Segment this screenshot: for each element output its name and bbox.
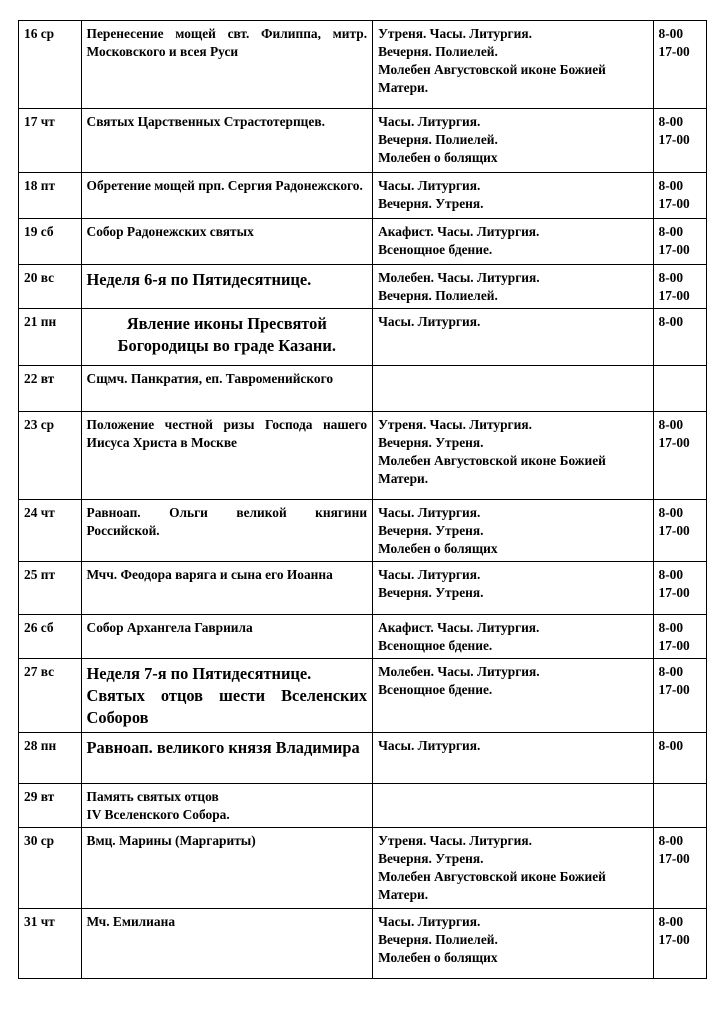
date-cell: 16 ср [19, 21, 82, 109]
services-cell: Часы. Литургия. [373, 733, 653, 784]
feast-cell: Обретение мощей прп. Сергия Радонежского. [81, 173, 373, 219]
date-cell: 23 ср [19, 412, 82, 500]
times-cell: 8-00 17-00 [653, 21, 707, 109]
date-cell: 30 ср [19, 828, 82, 909]
feast-cell: Мч. Емилиана [81, 909, 373, 979]
feast-cell: Положение честной ризы Господа нашего Иисуса Христа в Москве [81, 412, 373, 500]
times-cell: 8-00 17-00 [653, 265, 707, 309]
times-cell: 8-00 17-00 [653, 615, 707, 659]
feast-cell: Память святых отцов IV Вселенского Собора. [81, 784, 373, 828]
times-cell: 8-00 [653, 309, 707, 366]
date-cell: 26 сб [19, 615, 82, 659]
table-row [19, 659, 707, 733]
services-cell [373, 366, 653, 412]
table-row [19, 21, 707, 109]
feast-cell: Святых Царственных Страстотерпцев. [81, 109, 373, 173]
date-cell: 25 пт [19, 562, 82, 615]
date-cell: 24 чт [19, 500, 82, 562]
table-row [19, 500, 707, 562]
feast-cell: Собор Архангела Гавриила [81, 615, 373, 659]
table-row [19, 784, 707, 828]
table-row [19, 219, 707, 265]
date-cell: 22 вт [19, 366, 82, 412]
feast-cell: Равноап. Ольги великой княгини Российской. [81, 500, 373, 562]
times-cell: 8-00 17-00 [653, 412, 707, 500]
times-cell: 8-00 17-00 [653, 659, 707, 733]
feast-cell: Сщмч. Панкратия, еп. Тавроменийского [81, 366, 373, 412]
date-cell: 20 вс [19, 265, 82, 309]
table-row [19, 109, 707, 173]
times-cell: 8-00 17-00 [653, 500, 707, 562]
services-cell: Молебен. Часы. Литургия. Вечерня. Полиелей. [373, 265, 653, 309]
service-schedule-table [18, 20, 707, 979]
feast-cell: Мчч. Феодора варяга и сына его Иоанна [81, 562, 373, 615]
times-cell [653, 366, 707, 412]
times-cell: 8-00 17-00 [653, 219, 707, 265]
services-cell: Часы. Литургия. [373, 309, 653, 366]
feast-cell: Явление иконы Пресвятой Богородицы во граде Казани. [81, 309, 373, 366]
services-cell: Акафист. Часы. Литургия. Всенощное бдение. [373, 615, 653, 659]
date-cell: 31 чт [19, 909, 82, 979]
date-cell: 21 пн [19, 309, 82, 366]
services-cell: Молебен. Часы. Литургия. Всенощное бдение. [373, 659, 653, 733]
times-cell: 8-00 [653, 733, 707, 784]
services-cell: Акафист. Часы. Литургия. Всенощное бдение. [373, 219, 653, 265]
date-cell: 28 пн [19, 733, 82, 784]
times-cell: 8-00 17-00 [653, 109, 707, 173]
feast-cell: Неделя 7-я по Пятидесятнице. Святых отцов шести Вселенских Соборов [81, 659, 373, 733]
date-cell: 18 пт [19, 173, 82, 219]
feast-cell: Неделя 6-я по Пятидесятнице. [81, 265, 373, 309]
times-cell: 8-00 17-00 [653, 562, 707, 615]
services-cell: Часы. Литургия. Вечерня. Утреня. Молебен о болящих [373, 500, 653, 562]
services-cell: Утреня. Часы. Литургия. Вечерня. Полиелей. Молебен Августовской иконе Божией Матери. [373, 21, 653, 109]
times-cell: 8-00 17-00 [653, 173, 707, 219]
times-cell: 8-00 17-00 [653, 909, 707, 979]
table-row [19, 828, 707, 909]
feast-cell: Перенесение мощей свт. Филиппа, митр. Московского и всея Руси [81, 21, 373, 109]
table-row [19, 909, 707, 979]
services-cell [373, 784, 653, 828]
table-row [19, 309, 707, 366]
table-row [19, 562, 707, 615]
table-row [19, 412, 707, 500]
date-cell: 17 чт [19, 109, 82, 173]
feast-cell: Вмц. Марины (Маргариты) [81, 828, 373, 909]
services-cell: Часы. Литургия. Вечерня. Утреня. [373, 562, 653, 615]
services-cell: Часы. Литургия. Вечерня. Полиелей. Молебен о болящих [373, 909, 653, 979]
table-row [19, 265, 707, 309]
date-cell: 27 вс [19, 659, 82, 733]
table-row [19, 173, 707, 219]
table-row [19, 733, 707, 784]
table-row [19, 615, 707, 659]
date-cell: 29 вт [19, 784, 82, 828]
times-cell: 8-00 17-00 [653, 828, 707, 909]
feast-cell: Собор Радонежских святых [81, 219, 373, 265]
services-cell: Утреня. Часы. Литургия. Вечерня. Утреня. Молебен Августовской иконе Божией Матери. [373, 828, 653, 909]
services-cell: Часы. Литургия. Вечерня. Полиелей. Молебен о болящих [373, 109, 653, 173]
services-cell: Часы. Литургия. Вечерня. Утреня. [373, 173, 653, 219]
date-cell: 19 сб [19, 219, 82, 265]
services-cell: Утреня. Часы. Литургия. Вечерня. Утреня. Молебен Августовской иконе Божией Матери. [373, 412, 653, 500]
table-row [19, 366, 707, 412]
times-cell [653, 784, 707, 828]
feast-cell: Равноап. великого князя Владимира [81, 733, 373, 784]
